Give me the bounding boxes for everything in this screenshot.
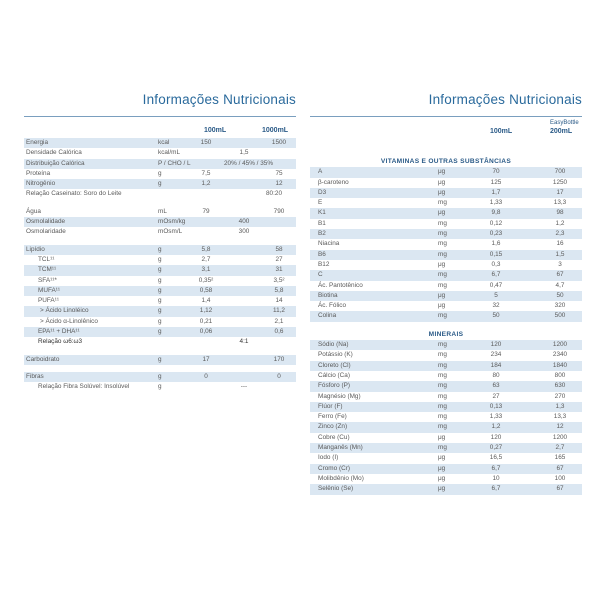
nutrient-name: A bbox=[318, 168, 323, 176]
nutrient-unit: mg bbox=[438, 402, 447, 410]
value-100ml: 6,7 bbox=[491, 464, 501, 472]
nutrient-unit: μg bbox=[438, 433, 446, 441]
nutrient-name: Colina bbox=[318, 312, 337, 320]
value-200ml: 2340 bbox=[552, 351, 568, 359]
nutrient-unit: g bbox=[158, 276, 162, 284]
table-row bbox=[24, 138, 296, 148]
right-col1-header: 100mL bbox=[490, 128, 513, 135]
left-panel-title: Informações Nutricionais bbox=[142, 92, 296, 107]
value-100ml: 184 bbox=[490, 361, 502, 369]
table-row bbox=[310, 422, 582, 432]
nutrient-name: Zinco (Zn) bbox=[318, 423, 348, 431]
table-row bbox=[24, 337, 296, 347]
table-row bbox=[24, 355, 296, 365]
value-1000ml: 2,1 bbox=[274, 317, 284, 325]
nutrient-name: Carboidrato bbox=[26, 355, 60, 363]
table-row bbox=[310, 229, 582, 239]
table-row bbox=[24, 245, 296, 255]
value-100ml: 1,7 bbox=[491, 188, 501, 196]
table-row bbox=[310, 188, 582, 198]
value-100ml: 70 bbox=[492, 168, 500, 176]
table-spacer bbox=[24, 200, 296, 207]
table-row bbox=[310, 350, 582, 360]
nutrient-unit: mg bbox=[438, 351, 447, 359]
section-vitamins-heading: VITAMINAS E OUTRAS SUBSTÂNCIAS bbox=[380, 158, 512, 165]
value-200ml: 1,3 bbox=[555, 402, 565, 410]
value-100ml: 7,5 bbox=[201, 169, 211, 177]
nutrient-unit: mg bbox=[438, 423, 447, 431]
value-100ml: 0,47 bbox=[489, 281, 503, 289]
right-panel-title: Informações Nutricionais bbox=[428, 92, 582, 107]
value-100ml: 16,5 bbox=[489, 454, 503, 462]
value-100ml: 50 bbox=[492, 312, 500, 320]
nutrient-name: Distribuição Calórica bbox=[26, 159, 85, 167]
value-100ml: 5 bbox=[494, 291, 498, 299]
nutrient-name: Proteína bbox=[26, 169, 51, 177]
nutrient-unit: mOsm/L bbox=[158, 228, 183, 236]
table-row bbox=[310, 453, 582, 463]
value-200ml: 67 bbox=[556, 485, 564, 493]
table-row bbox=[310, 340, 582, 350]
value-200ml: 270 bbox=[554, 392, 566, 400]
nutrient-name: Relação Fibra Solúvel: Insolúvel bbox=[38, 383, 130, 391]
value-100ml: 3,1 bbox=[201, 266, 211, 274]
table-row bbox=[24, 255, 296, 265]
nutrient-name: Potássio (K) bbox=[318, 351, 353, 359]
nutrient-unit: μg bbox=[438, 454, 446, 462]
nutrient-unit: mg bbox=[438, 371, 447, 379]
table-row bbox=[310, 371, 582, 381]
value-200ml: 67 bbox=[556, 271, 564, 279]
value-100ml: 150 bbox=[200, 139, 212, 146]
value-200ml: 1840 bbox=[552, 361, 568, 369]
value-100ml: 0,3 bbox=[491, 260, 501, 268]
value-100ml: 1,33 bbox=[489, 413, 503, 421]
value-100ml: 1,33 bbox=[489, 199, 503, 207]
nutrient-name: Relação ω6:ω3 bbox=[38, 338, 83, 346]
merged-value: 300 bbox=[238, 228, 250, 236]
nutrient-unit: mg bbox=[438, 312, 447, 320]
table-row bbox=[310, 381, 582, 391]
nutrient-unit: mg bbox=[438, 444, 447, 452]
value-200ml: 500 bbox=[554, 312, 566, 320]
value-1000ml: 11,2 bbox=[273, 307, 285, 315]
nutrient-unit: mg bbox=[438, 271, 447, 279]
value-200ml: 700 bbox=[554, 168, 566, 176]
nutrient-name: Niacina bbox=[318, 240, 340, 248]
nutrient-unit: mg bbox=[438, 413, 447, 421]
value-100ml: 27 bbox=[492, 392, 500, 400]
value-200ml: 4,7 bbox=[555, 281, 565, 289]
nutrient-name: Ferro (Fe) bbox=[318, 413, 347, 421]
nutrient-unit: mg bbox=[438, 240, 447, 248]
nutrient-name: PUFA¹¹ bbox=[38, 297, 59, 305]
value-100ml: 0,13 bbox=[489, 402, 503, 410]
value-100ml: 10 bbox=[492, 474, 500, 482]
value-100ml: 1,6 bbox=[491, 240, 501, 248]
value-200ml: 2,3 bbox=[555, 230, 565, 238]
merged-value: --- bbox=[240, 383, 248, 391]
nutrient-name: Cromo (Cr) bbox=[318, 464, 350, 472]
nutrient-name: Relação Caseinato: Soro do Leite bbox=[26, 190, 122, 198]
nutrient-name: MUFA¹¹ bbox=[38, 286, 61, 294]
nutrient-unit: μg bbox=[438, 291, 446, 299]
table-row bbox=[310, 361, 582, 371]
table-row bbox=[310, 484, 582, 494]
table-row bbox=[24, 286, 296, 296]
table-row bbox=[310, 412, 582, 422]
value-100ml: 0,35² bbox=[198, 276, 214, 284]
table-row bbox=[24, 148, 296, 158]
table-row bbox=[24, 189, 296, 199]
nutrient-unit: mg bbox=[438, 281, 447, 289]
table-row bbox=[310, 260, 582, 270]
value-200ml: 2,7 bbox=[555, 444, 565, 452]
nutrient-unit: g bbox=[158, 245, 162, 253]
table-row bbox=[310, 178, 582, 188]
value-1000ml: 14 bbox=[275, 297, 283, 305]
nutrient-unit: mg bbox=[438, 361, 447, 369]
nutrient-name: EPA¹¹ + DHA¹¹ bbox=[38, 328, 80, 336]
value-200ml: 1,2 bbox=[555, 219, 565, 227]
value-200ml: 50 bbox=[556, 291, 564, 299]
value-100ml: 79 bbox=[202, 207, 210, 215]
table-spacer bbox=[24, 238, 296, 245]
merged-value: 20% / 45% / 35% bbox=[224, 159, 274, 167]
value-100ml: 1,2 bbox=[201, 180, 211, 188]
value-100ml: 63 bbox=[492, 382, 500, 390]
table-row bbox=[310, 198, 582, 208]
nutrient-name: Manganês (Mn) bbox=[318, 444, 363, 452]
value-100ml: 0,15 bbox=[489, 250, 503, 258]
table-spacer bbox=[24, 365, 296, 372]
nutrient-unit: mg bbox=[438, 341, 447, 349]
value-100ml: 0,23 bbox=[489, 230, 503, 238]
table-row bbox=[310, 270, 582, 280]
value-100ml: 1,12 bbox=[199, 307, 213, 315]
nutrient-name: Magnésio (Mg) bbox=[318, 392, 361, 400]
table-row bbox=[24, 372, 296, 382]
value-200ml: 16 bbox=[556, 240, 564, 248]
value-200ml: 630 bbox=[554, 382, 566, 390]
value-100ml: 0,06 bbox=[199, 328, 213, 336]
value-100ml: 125 bbox=[490, 178, 502, 186]
nutrient-name: TCL¹¹ bbox=[38, 255, 55, 263]
table-row bbox=[310, 208, 582, 218]
value-100ml: 0 bbox=[204, 372, 208, 380]
value-200ml: 98 bbox=[556, 209, 564, 217]
value-200ml: 320 bbox=[554, 302, 566, 310]
table-row bbox=[310, 301, 582, 311]
nutrient-name: B1 bbox=[318, 219, 326, 227]
value-200ml: 17 bbox=[556, 188, 564, 196]
table-row bbox=[310, 250, 582, 260]
value-100ml: 234 bbox=[490, 351, 502, 359]
nutrient-unit: mL bbox=[158, 207, 167, 215]
nutrient-name: SFA¹¹* bbox=[38, 276, 57, 284]
nutrient-name: Ác. Pantotênico bbox=[318, 281, 363, 289]
value-200ml: 800 bbox=[554, 371, 566, 379]
nutrient-unit: g bbox=[158, 328, 162, 336]
table-row bbox=[24, 217, 296, 227]
nutrient-name: Densidade Calórica bbox=[26, 149, 82, 157]
table-row bbox=[310, 291, 582, 301]
table-row bbox=[24, 227, 296, 237]
left-title-rule bbox=[24, 116, 296, 117]
value-1000ml: 58 bbox=[275, 245, 283, 253]
nutrient-unit: kcal/mL bbox=[158, 149, 181, 157]
left-nutrition-table bbox=[24, 138, 296, 393]
nutrient-unit: mg bbox=[438, 230, 447, 238]
nutrient-name: Cloreto (Cl) bbox=[318, 361, 351, 369]
nutrient-unit: μg bbox=[438, 464, 446, 472]
table-row bbox=[310, 167, 582, 177]
table-row bbox=[24, 306, 296, 316]
value-100ml: 32 bbox=[492, 302, 500, 310]
merged-value: 4:1 bbox=[239, 338, 249, 346]
nutrient-unit: g bbox=[158, 297, 162, 305]
nutrient-unit: μg bbox=[438, 188, 446, 196]
nutrient-unit: μg bbox=[438, 474, 446, 482]
ratio-value: 80:20 bbox=[266, 190, 282, 198]
value-200ml: 13,3 bbox=[553, 413, 567, 421]
value-200ml: 13,3 bbox=[553, 199, 567, 207]
right-nutrition-table bbox=[310, 157, 582, 495]
nutrient-name: Cálcio (Ca) bbox=[318, 371, 350, 379]
nutrient-unit: g bbox=[158, 317, 162, 325]
nutrient-name: Cobre (Cu) bbox=[318, 433, 350, 441]
nutrient-unit: g bbox=[158, 255, 162, 263]
value-100ml: 2,7 bbox=[201, 255, 211, 263]
nutrient-unit: g bbox=[158, 180, 162, 188]
table-row bbox=[24, 207, 296, 217]
right-col2-header: 200mL bbox=[550, 128, 573, 135]
nutrient-name: Fibras bbox=[26, 372, 44, 380]
nutrient-unit: μg bbox=[438, 260, 446, 268]
nutrient-unit: μg bbox=[438, 485, 446, 493]
nutrient-unit: g bbox=[158, 169, 162, 177]
value-200ml: 100 bbox=[554, 474, 566, 482]
nutrient-unit: mg bbox=[438, 392, 447, 400]
nutrient-unit: μg bbox=[438, 302, 446, 310]
nutrient-unit: P / CHO / L bbox=[158, 159, 191, 167]
left-col1-header: 100mL bbox=[204, 127, 227, 134]
value-100ml: 6,7 bbox=[491, 271, 501, 279]
nutrient-name: Osmolaridade bbox=[26, 228, 66, 236]
right-title-rule bbox=[310, 116, 582, 117]
table-row bbox=[24, 327, 296, 337]
value-100ml: 1,4 bbox=[201, 297, 211, 305]
nutrient-name: TCM¹¹ bbox=[38, 266, 57, 274]
value-100ml: 0,21 bbox=[199, 317, 213, 325]
value-200ml: 67 bbox=[556, 464, 564, 472]
value-200ml: 12 bbox=[556, 423, 564, 431]
nutrient-name: D3 bbox=[318, 188, 327, 196]
value-200ml: 1250 bbox=[552, 178, 568, 186]
nutrient-unit: g bbox=[158, 307, 162, 315]
nutrient-name: B12 bbox=[318, 260, 330, 268]
nutrient-unit: kcal bbox=[158, 139, 170, 146]
nutrient-unit: g bbox=[158, 383, 162, 391]
nutrient-name: > Ácido Linoléico bbox=[40, 307, 89, 315]
table-row bbox=[310, 239, 582, 249]
nutrient-name: Água bbox=[26, 207, 41, 215]
table-row bbox=[310, 433, 582, 443]
table-row bbox=[310, 474, 582, 484]
table-row bbox=[310, 464, 582, 474]
value-100ml: 6,7 bbox=[491, 485, 501, 493]
table-row bbox=[24, 179, 296, 189]
nutrient-unit: μg bbox=[438, 178, 446, 186]
merged-value: 1,5 bbox=[239, 149, 249, 157]
table-row bbox=[310, 311, 582, 321]
nutrient-unit: mg bbox=[438, 199, 447, 207]
value-200ml: 1,5 bbox=[555, 250, 565, 258]
value-1000ml: 75 bbox=[275, 169, 283, 177]
value-1000ml: 27 bbox=[275, 255, 283, 263]
value-100ml: 120 bbox=[490, 433, 502, 441]
table-spacer bbox=[24, 348, 296, 355]
value-100ml: 80 bbox=[492, 371, 500, 379]
value-200ml: 1200 bbox=[552, 341, 568, 349]
nutrient-name: Fósforo (P) bbox=[318, 382, 350, 390]
value-100ml: 0,27 bbox=[489, 444, 503, 452]
table-row bbox=[24, 265, 296, 275]
nutrient-unit: mg bbox=[438, 250, 447, 258]
table-row bbox=[24, 317, 296, 327]
table-row bbox=[310, 443, 582, 453]
value-1000ml: 12 bbox=[275, 180, 283, 188]
table-row bbox=[310, 281, 582, 291]
value-200ml: 3 bbox=[558, 260, 562, 268]
value-100ml: 0,12 bbox=[489, 219, 503, 227]
nutrient-unit: μg bbox=[438, 209, 446, 217]
value-100ml: 0,58 bbox=[199, 286, 213, 294]
value-100ml: 9,8 bbox=[491, 209, 501, 217]
nutrient-name: K1 bbox=[318, 209, 326, 217]
nutrient-name: Selênio (Se) bbox=[318, 485, 354, 493]
nutrient-unit: mg bbox=[438, 219, 447, 227]
table-row bbox=[24, 276, 296, 286]
nutrient-name: Nitrogênio bbox=[26, 180, 56, 188]
table-row bbox=[24, 159, 296, 169]
table-row bbox=[310, 392, 582, 402]
nutrient-unit: mg bbox=[438, 382, 447, 390]
value-1000ml: 3,5² bbox=[273, 276, 285, 284]
nutrient-unit: μg bbox=[438, 168, 446, 176]
nutrient-name: C bbox=[318, 271, 323, 279]
nutrient-name: Lipídio bbox=[26, 245, 45, 253]
nutrient-unit: g bbox=[158, 266, 162, 274]
table-row bbox=[24, 169, 296, 179]
table-row bbox=[310, 219, 582, 229]
nutrient-name: Ác. Fólico bbox=[318, 302, 347, 310]
nutrient-unit: g bbox=[158, 286, 162, 294]
value-200ml: 1200 bbox=[552, 433, 568, 441]
merged-value: 400 bbox=[238, 218, 250, 226]
nutrient-name: Iodo (I) bbox=[318, 454, 339, 462]
value-100ml: 5,8 bbox=[201, 245, 211, 253]
value-1000ml: 790 bbox=[273, 207, 285, 215]
table-row bbox=[24, 382, 296, 392]
nutrient-name: Molibdênio (Mo) bbox=[318, 474, 364, 482]
value-1000ml: 31 bbox=[275, 266, 283, 274]
nutrient-name: Sódio (Na) bbox=[318, 341, 349, 349]
value-1000ml: 0,6 bbox=[274, 328, 284, 336]
nutrient-unit: g bbox=[158, 355, 162, 363]
nutrient-name: Flúor (F) bbox=[318, 402, 343, 410]
nutrient-name: Biotina bbox=[318, 291, 338, 299]
value-100ml: 17 bbox=[202, 355, 210, 363]
value-100ml: 1,2 bbox=[491, 423, 501, 431]
left-col2-header: 1000mL bbox=[262, 127, 289, 134]
nutrient-name: B2 bbox=[318, 230, 326, 238]
nutrient-name: E bbox=[318, 199, 323, 207]
nutrient-name: Osmolalidade bbox=[26, 218, 66, 226]
right-col2-subheader: EasyBottle bbox=[550, 120, 579, 126]
nutrient-name: B6 bbox=[318, 250, 326, 258]
value-100ml: 120 bbox=[490, 341, 502, 349]
nutrient-name: > Ácido α-Linolênico bbox=[40, 317, 98, 325]
value-1000ml: 1500 bbox=[271, 139, 287, 146]
table-row bbox=[24, 296, 296, 306]
nutrient-unit: mOsm/kg bbox=[158, 218, 186, 226]
value-200ml: 165 bbox=[554, 454, 566, 462]
value-1000ml: 170 bbox=[273, 355, 285, 363]
table-row bbox=[310, 402, 582, 412]
nutrient-name: Energia bbox=[26, 139, 49, 146]
value-1000ml: 5,8 bbox=[274, 286, 284, 294]
nutrient-name: β-caroteno bbox=[318, 178, 349, 186]
nutrient-unit: g bbox=[158, 372, 162, 380]
value-1000ml: 0 bbox=[277, 372, 281, 380]
section-minerals-heading: MINERAIS bbox=[428, 330, 464, 338]
